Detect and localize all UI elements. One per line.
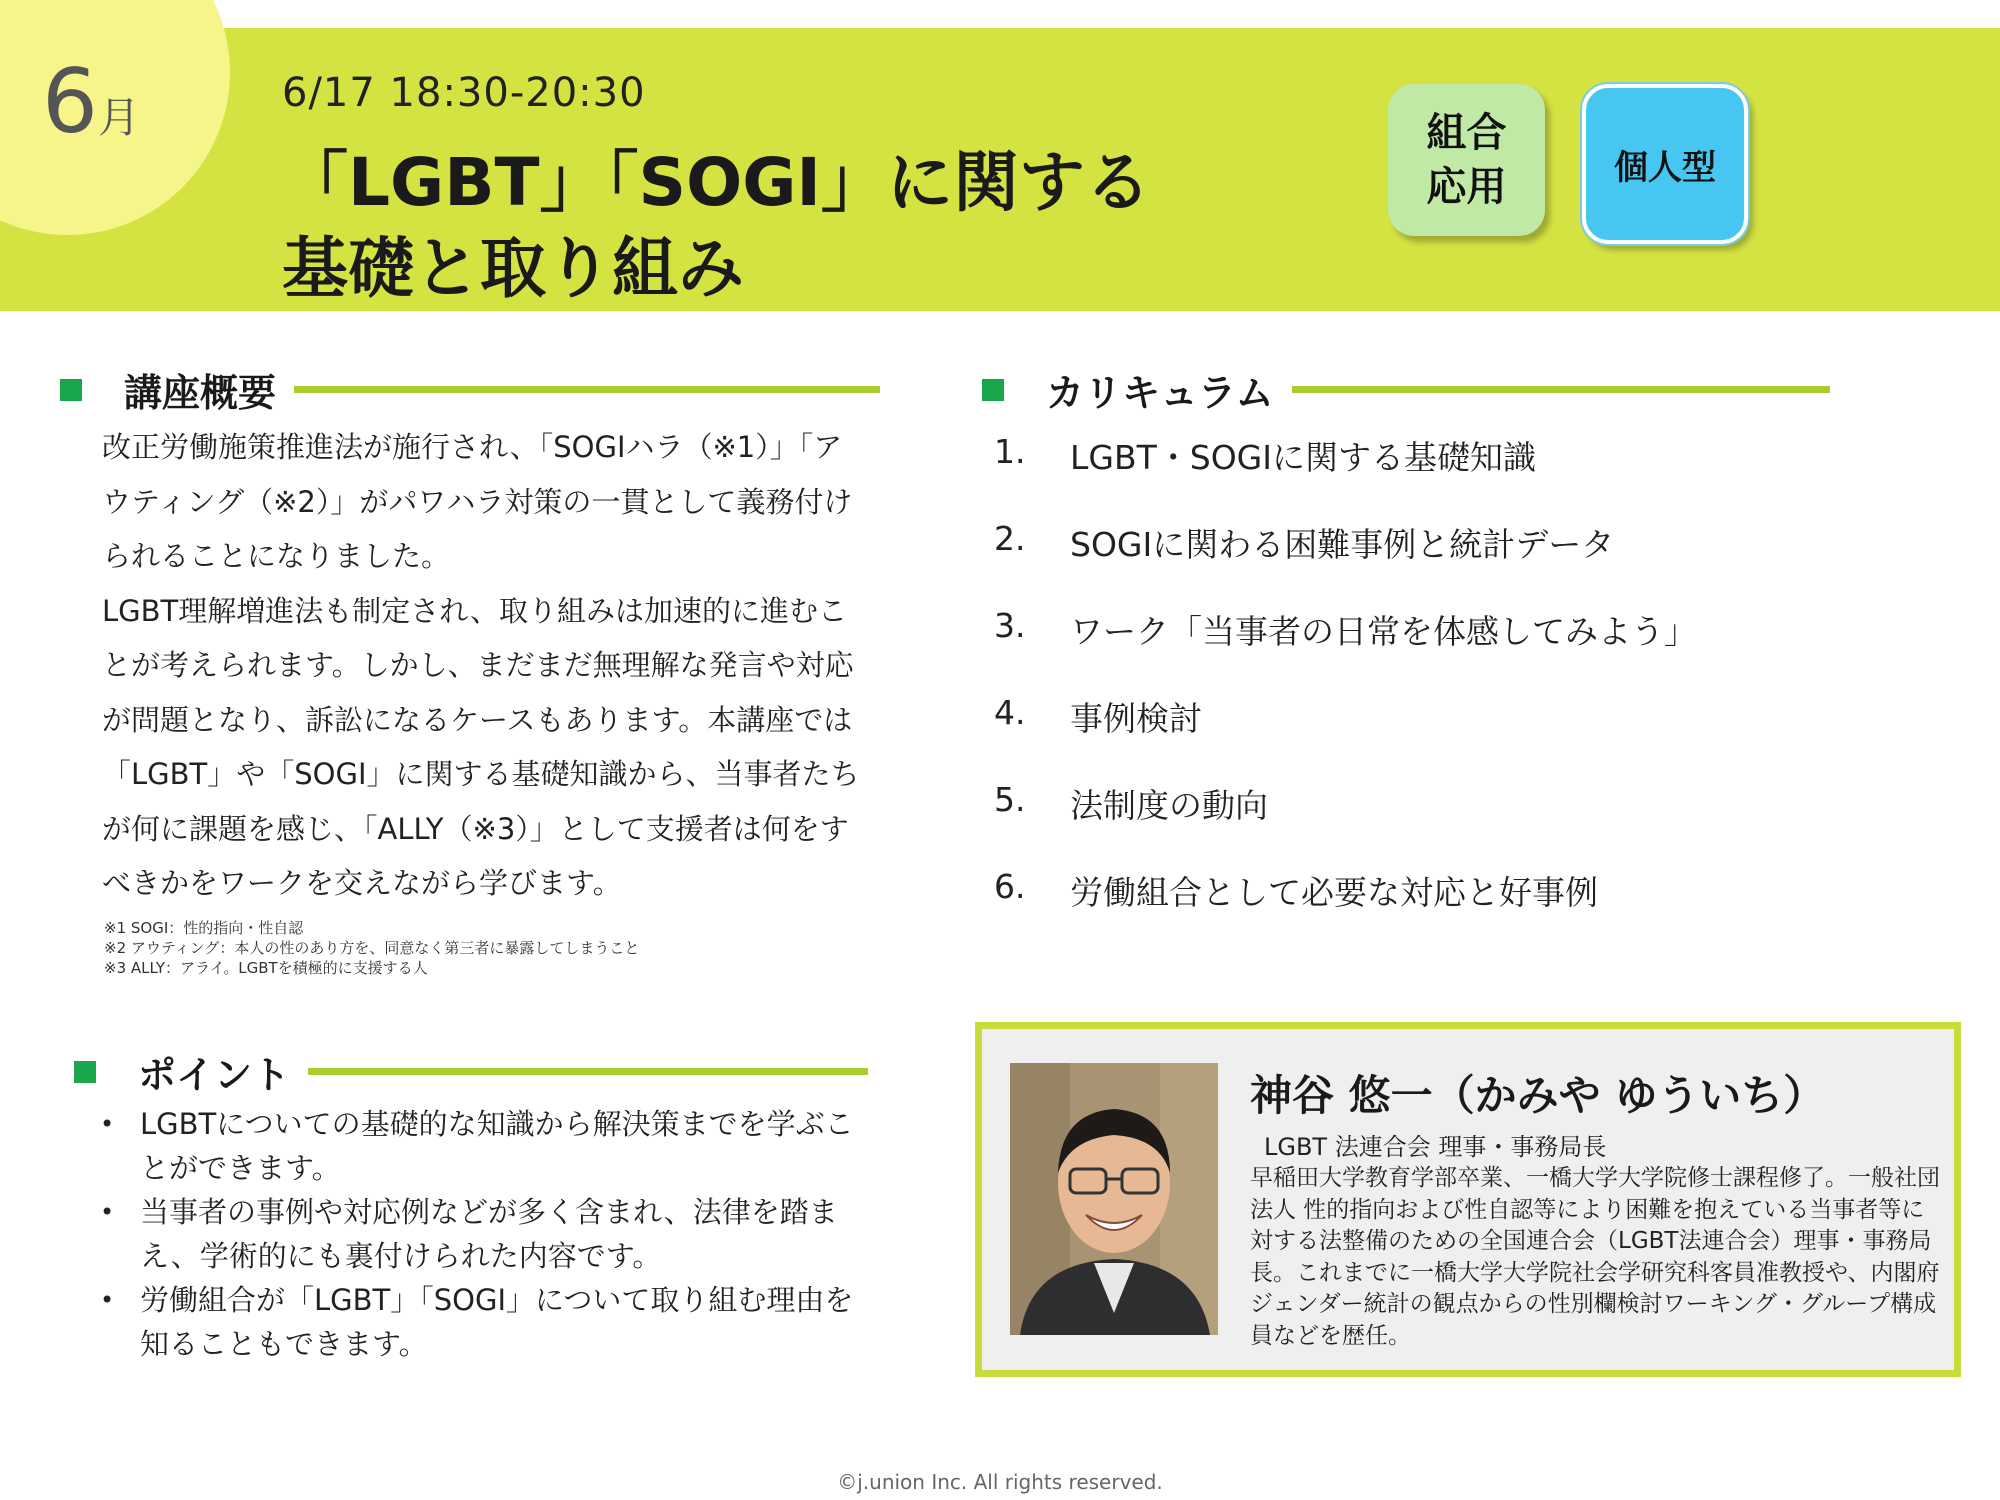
curriculum-number: 5. (994, 780, 1026, 819)
tag-kumiai-line-1: 組合 (1426, 110, 1507, 156)
section-rule (1292, 386, 1830, 393)
curriculum-number: 3. (994, 606, 1026, 645)
point-text: 労働組合が「LGBT」「SOGI」について取り組む理由を知ることもできます。 (140, 1283, 854, 1361)
curriculum-item (994, 867, 1697, 954)
curriculum-item (994, 693, 1697, 780)
overview-heading-label: 講座概要 (124, 371, 277, 415)
curriculum-text: 労働組合として必要な対応と好事例 (1070, 873, 1598, 912)
point-item (100, 1190, 860, 1278)
page-title (282, 140, 1151, 312)
month-suffix: 月 (98, 93, 141, 142)
copyright: ©j.union Inc. All rights reserved. (837, 1470, 1163, 1494)
overview-paragraph-1: 改正労働施策推進法が施行され、「SOGIハラ（※1）」「アウティング（※2）」がパワハラ対策の一貫として義務付けられることになりました。 (102, 430, 853, 573)
bullet-icon: • (100, 1110, 115, 1138)
curriculum-number: 4. (994, 693, 1026, 732)
instructor-bio: 早稲田大学教育学部卒業、一橋大学大学院修士課程修了。一般社団法人 性的指向および性自認等により困難を抱えている当事者等に対する法整備のための全国連合会（LGBT法連合会）理事・事務局長。これまでに一橋大学大学院社会学研究科客員准教授や、内閣府ジェンダー統計の観点からの性別欄検討ワーキング・グループ構成員などを歴任。 (1250, 1165, 1940, 1349)
footnote-2: ※2 アウティング：本人の性のあり方を、同意なく第三者に暴露してしまうこと (104, 939, 640, 957)
overview-paragraph-2: LGBT理解増進法も制定され、取り組みは加速的に進むことが考えられます。しかし、まだまだ無理解な発言や対応が問題となり、訴訟になるケースもあります。本講座では「LGBT」や「SOGI」に関する基礎知識から、当事者たちが何に課題を感じ、「ALLY（※3）」として支援者は何をすべきかをワークを交えながら学びます。 (102, 593, 860, 900)
footnote-3: ※3 ALLY：アライ。LGBTを積極的に支援する人 (104, 959, 428, 977)
curriculum-item (994, 432, 1697, 519)
point-text: 当事者の事例や対応例などが多く含まれ、法律を踏まえ、学術的にも裏付けられた内容です。 (140, 1195, 838, 1273)
instructor-role: LGBT 法連合会 理事・事務局長 (1264, 1133, 1607, 1161)
point-item (100, 1102, 860, 1190)
curriculum-number: 1. (994, 432, 1026, 471)
points-list (100, 1102, 860, 1366)
curriculum-item (994, 780, 1697, 867)
section-marker-icon (74, 1061, 96, 1083)
instructor-name: 神谷 悠一（かみや ゆういち） (1250, 1071, 1826, 1120)
title-line-1: 「LGBT」「SOGI」に関する (282, 144, 1151, 221)
curriculum-text: SOGIに関わる困難事例と統計データ (1070, 525, 1615, 564)
curriculum-heading-label: カリキュラム (1046, 371, 1274, 415)
bullet-icon: • (100, 1198, 115, 1226)
point-item (100, 1278, 860, 1366)
tag-kojin-gata: 個人型 (1582, 84, 1748, 244)
curriculum-heading (982, 362, 1830, 417)
curriculum-item (994, 606, 1697, 693)
footnote-1: ※1 SOGI：性的指向・性自認 (104, 919, 304, 937)
bullet-icon: • (100, 1286, 115, 1314)
event-datetime: 6/17 18:30-20:30 (282, 70, 646, 116)
overview-heading (60, 362, 880, 417)
section-rule (294, 386, 880, 393)
title-line-2: 基礎と取り組み (282, 230, 744, 307)
curriculum-text: 事例検討 (1070, 699, 1202, 738)
curriculum-text: LGBT・SOGIに関する基礎知識 (1070, 438, 1536, 477)
curriculum-item (994, 519, 1697, 606)
point-text: LGBTについての基礎的な知識から解決策までを学ぶことができます。 (140, 1107, 854, 1185)
tag-kumiai-line-2: 応用 (1426, 164, 1507, 210)
tag-kumiai-oyo (1388, 84, 1545, 236)
instructor-profile (975, 1022, 1961, 1377)
curriculum-text: ワーク「当事者の日常を体感してみよう」 (1070, 612, 1697, 651)
section-marker-icon (60, 379, 82, 401)
points-heading-label: ポイント (138, 1053, 291, 1097)
curriculum-number: 6. (994, 867, 1026, 906)
curriculum-list (994, 432, 1697, 954)
curriculum-number: 2. (994, 519, 1026, 558)
curriculum-text: 法制度の動向 (1070, 786, 1268, 825)
footnotes (104, 918, 639, 978)
instructor-photo (1010, 1063, 1218, 1335)
points-heading (74, 1044, 868, 1099)
month-label (42, 50, 140, 153)
section-marker-icon (982, 379, 1004, 401)
month-number: 6 (42, 50, 98, 153)
section-rule (308, 1068, 868, 1075)
overview-body (102, 420, 867, 911)
